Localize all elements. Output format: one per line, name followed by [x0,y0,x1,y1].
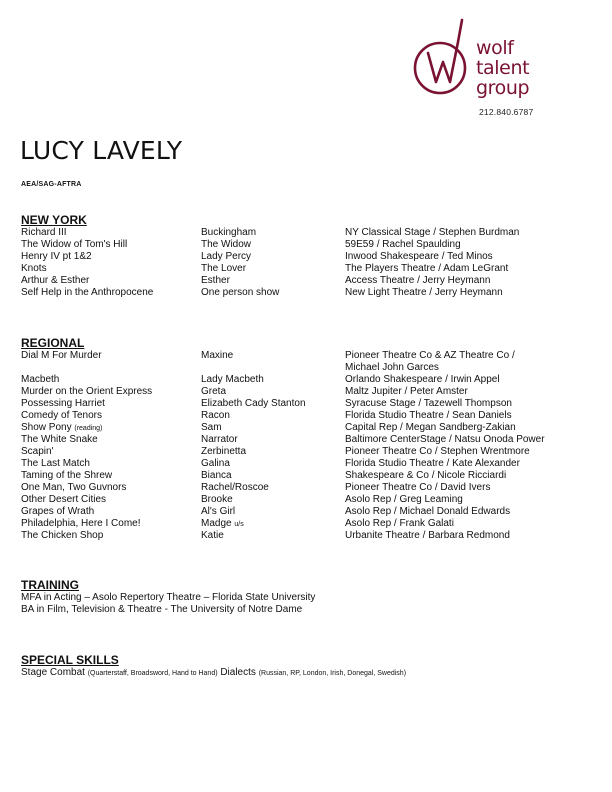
credit-row [21,470,601,482]
credit-role [201,374,264,386]
credit-role [201,458,230,470]
section-title: REGIONAL [21,336,85,350]
credit-role [201,410,230,422]
skills-line [21,667,601,680]
credit-show [21,506,94,518]
show-title: Macbeth [21,374,60,385]
role-name: The Widow [201,239,252,250]
company-director: Pioneer Theatre Co & AZ Theatre Co / [345,350,515,361]
credit-show [21,410,102,422]
show-title: Henry IV pt 1&2 [21,251,92,262]
credit-show [21,239,127,251]
stage-combat-detail: (Quarterstaff, Broadsword, Hand to Hand) [87,670,218,677]
training-section [21,578,601,616]
credit-show [21,263,47,275]
credit-role [201,251,251,263]
credit-role [201,287,279,299]
credit-row [21,398,601,410]
credit-row [21,263,601,275]
company-director: Asolo Rep / Frank Galati [345,518,454,529]
credit-company [345,386,468,398]
section-title: SPECIAL SKILLS [21,653,119,667]
role-name: Racon [201,410,230,421]
company-director: Orlando Shakespeare / Irwin Appel [345,374,500,385]
company-director: Access Theatre / Jerry Heymann [345,275,491,286]
credit-show [21,227,67,239]
training-line: BA in Film, Television & Theatre - The University of Notre Dame [21,604,303,615]
credit-company [345,494,463,506]
company-director: The Players Theatre / Adam LeGrant [345,263,509,274]
credit-role [201,239,251,251]
credit-company [345,410,512,422]
company-director: Asolo Rep / Greg Leaming [345,494,463,505]
credit-company [345,239,461,251]
company-director: Florida Studio Theatre / Sean Daniels [345,410,512,421]
credit-row [21,506,601,518]
credit-role [201,494,233,506]
credit-show [21,275,89,287]
company-director: 59E59 / Rachel Spaulding [345,239,461,250]
agency-name-line: group [476,77,530,99]
show-title: The Chicken Shop [21,530,104,541]
show-title: Possessing Harriet [21,398,105,409]
show-title: Taming of the Shrew [21,470,113,481]
role-name: Esther [201,275,230,286]
new-york-section [21,213,601,299]
credit-role [201,398,306,410]
credit-show [21,386,152,398]
credit-role [201,386,226,398]
show-title: Arthur & Esther [21,275,90,286]
credit-row [21,374,601,386]
credit-row [21,239,601,251]
company-director: Baltimore CenterStage / Natsu Onoda Power [345,434,545,445]
company-director: Florida Studio Theatre / Kate Alexander [345,458,520,469]
training-line: MFA in Acting – Asolo Repertory Theatre – Florida State University [21,592,316,603]
credit-show [21,374,59,386]
credit-company [345,482,490,494]
credit-company [345,251,493,263]
credit-role [201,470,232,482]
show-note: (reading) [74,425,103,432]
credit-role [201,422,222,434]
show-title: Grapes of Wrath [21,506,95,517]
credit-company [345,518,454,530]
stage-combat-label: Stage Combat [21,667,85,678]
role-name: Rachel/Roscoe [201,482,269,493]
role-name: The Lover [201,263,247,274]
credit-row [21,458,601,470]
role-name: Madge [201,518,232,529]
credit-row [21,422,601,434]
credit-company [345,263,508,275]
credit-show [21,446,54,458]
credit-show [21,458,90,470]
dialects-label: Dialects [220,667,256,678]
credit-show [21,530,103,542]
credit-row [21,251,601,263]
credit-show [21,434,98,446]
credit-company [345,227,519,239]
role-name: Maxine [201,350,234,361]
credit-company [345,458,520,470]
show-title: Dial M For Murder [21,350,102,361]
credit-row [21,482,601,494]
credit-row [21,434,601,446]
special-skills-section [21,653,601,680]
role-name: Zerbinetta [201,446,247,457]
credit-show [21,518,141,530]
company-director: Asolo Rep / Michael Donald Edwards [345,506,511,517]
credit-role [201,482,269,494]
role-name: Greta [201,386,227,397]
agency-name-line: wolf [476,37,514,59]
credit-row [21,410,601,422]
credit-show [21,494,106,506]
credits-list [21,227,601,299]
credit-company [345,398,512,410]
credit-row [21,287,601,299]
company-director: NY Classical Stage / Stephen Burdman [345,227,520,238]
agency-name-line: talent [476,57,530,79]
credit-role [201,446,246,458]
union-affiliations: AEA/SAG-AFTRA [21,181,82,188]
credit-company [345,374,500,386]
company-director: New Light Theatre / Jerry Heymann [345,287,503,298]
show-title: Scapin' [21,446,54,457]
credit-row [21,350,601,374]
show-title: The Last Match [21,458,90,469]
credit-company [345,530,510,542]
role-name: Lady Macbeth [201,374,264,385]
credit-company [345,422,516,434]
credit-company [345,287,503,299]
role-name: One person show [201,287,280,298]
role-name: Lady Percy [201,251,252,262]
credits-list [21,350,601,542]
company-director: Shakespeare & Co / Nicole Ricciardi [345,470,507,481]
company-director: Syracuse Stage / Tazewell Thompson [345,398,512,409]
agency-phone: 212.840.6787 [479,107,534,117]
credit-role [201,434,238,446]
show-title: Murder on the Orient Express [21,386,153,397]
role-name: Elizabeth Cady Stanton [201,398,306,409]
company-director-continued: Michael John Garces [345,362,439,373]
credit-row [21,386,601,398]
role-name: Bianca [201,470,232,481]
role-name: Katie [201,530,224,541]
credit-company [345,275,490,287]
role-name: Galina [201,458,230,469]
credit-company [345,446,530,458]
credit-show [21,350,102,362]
show-title: Show Pony [21,422,72,433]
credit-company [345,506,510,518]
credit-show [21,398,105,410]
credit-role [201,227,256,239]
credit-show [21,470,112,482]
credit-role [201,275,230,287]
section-title: NEW YORK [21,213,87,227]
credit-row [21,227,601,239]
show-title: The White Snake [21,434,98,445]
credit-row [21,530,601,542]
regional-section [21,336,601,542]
credit-role [201,350,233,362]
credit-show [21,482,126,494]
show-title: Richard III [21,227,67,238]
show-title: Philadelphia, Here I Come! [21,518,141,529]
actor-name: LUCY LAVELY [20,136,183,165]
show-title: The Widow of Tom's Hill [21,239,128,250]
credit-row [21,275,601,287]
credit-row [21,446,601,458]
section-title: TRAINING [21,578,79,592]
show-title: Self Help in the Anthropocene [21,287,154,298]
show-title: One Man, Two Guvnors [21,482,127,493]
company-director: Pioneer Theatre Co / David Ivers [345,482,491,493]
role-name: Narrator [201,434,238,445]
role-name: Sam [201,422,222,433]
company-director: Maltz Jupiter / Peter Amster [345,386,468,397]
credit-row [21,518,601,530]
credit-show [21,251,92,263]
credit-show [21,287,153,299]
credit-company [345,350,515,374]
role-name: Al's Girl [201,506,236,517]
dialects-detail: (Russian, RP, London, Irish, Donegal, Swedish) [258,670,407,677]
credit-company [345,470,506,482]
company-director: Urbanite Theatre / Barbara Redmond [345,530,510,541]
show-title: Other Desert Cities [21,494,107,505]
show-title: Comedy of Tenors [21,410,102,421]
show-title: Knots [21,263,47,274]
wolf-logo-mark-icon [410,18,480,98]
credit-role [201,530,224,542]
company-director: Capital Rep / Megan Sandberg-Zakian [345,422,516,433]
role-note: u/s [234,521,244,528]
agency-name [476,38,529,98]
role-name: Brooke [201,494,233,505]
credit-company [345,434,545,446]
role-name: Buckingham [201,227,257,238]
agency-logo [410,18,610,128]
credit-role [201,506,235,518]
credit-role [201,263,246,275]
company-director: Pioneer Theatre Co / Stephen Wrentmore [345,446,530,457]
credit-row [21,494,601,506]
company-director: Inwood Shakespeare / Ted Minos [345,251,493,262]
